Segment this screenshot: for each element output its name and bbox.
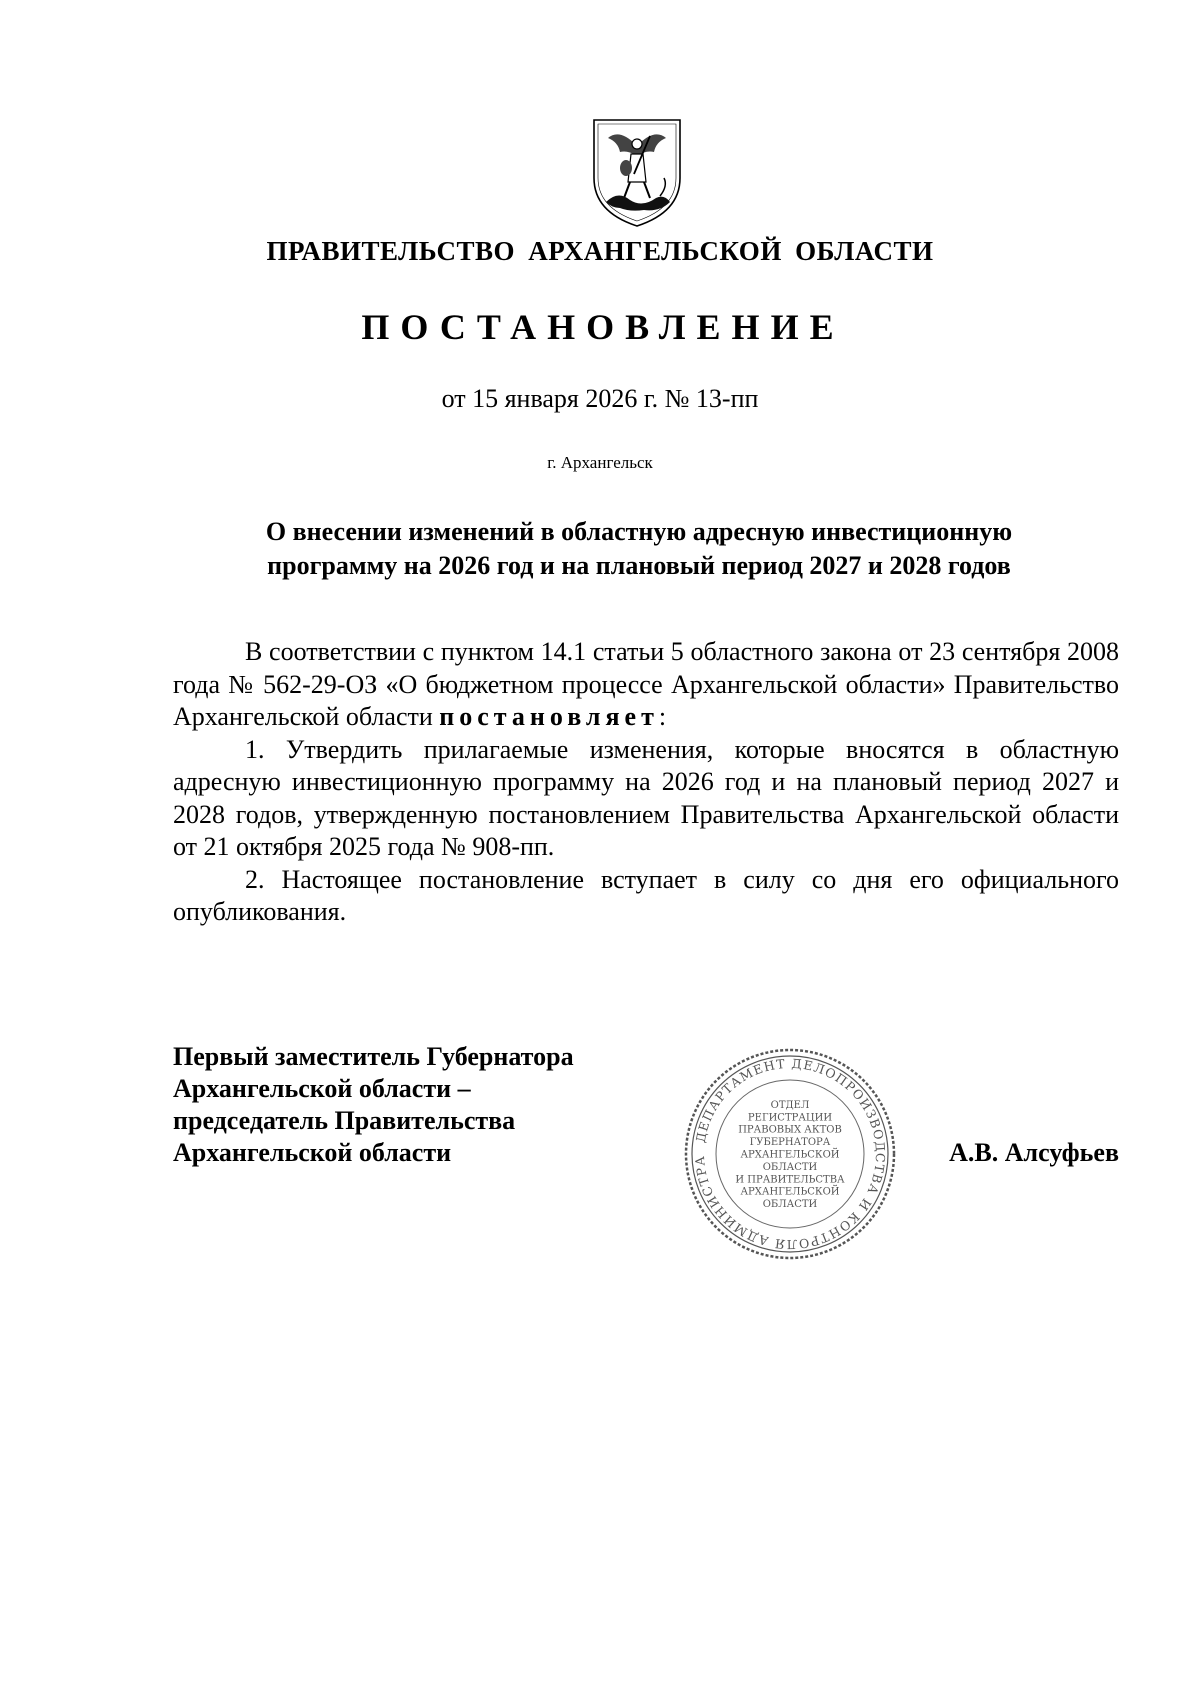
document-date-number: от 15 января 2026 г. № 13-пп — [441, 384, 759, 413]
signer-position-line: председатель Правительства — [173, 1106, 516, 1135]
official-stamp — [683, 1047, 897, 1261]
stamp-inner-line: И ПРАВИТЕЛЬСТВА — [735, 1174, 845, 1186]
preamble-paragraph — [173, 636, 1119, 734]
stamp-inner-line: ОБЛАСТИ — [762, 1199, 818, 1211]
stamp-inner-line: ОБЛАСТИ — [762, 1161, 818, 1173]
preamble-text: В соответствии с пунктом 14.1 статьи 5 областного закона от 23 сентября 2008 года № 562-29-ОЗ «О бюджетном процессе Архангельской области» Правительство Архангельской области — [173, 637, 1119, 731]
signer-name: А.В. Алсуфьев — [949, 1138, 1119, 1167]
document-type-heading: ПОСТАНОВЛЕНИЕ — [361, 307, 845, 347]
document-subject — [160, 515, 1118, 583]
stamp-inner-line: АРХАНГЕЛЬСКОЙ — [740, 1186, 840, 1198]
svg-text:ДЕПАРТАМЕНТ ДЕЛОПРОИЗВОДСТВА И: ДЕПАРТАМЕНТ ДЕЛОПРОИЗВОДСТВА И КОНТРОЛЯ АДМИНИСТРА — [691, 1055, 889, 1253]
item-paragraph-1: 1. Утвердить прилагаемые изменения, которые вносятся в областную адресную инвестиционную программу на 2026 год и на плановый период 2027 и 2028 годов, утвержденную постановлением Правительства Архангельской области от 21 октября 2025 года № 908-пп. — [173, 734, 1119, 861]
decree-word: постановляет — [439, 702, 659, 731]
stamp-inner-line: РЕГИСТРАЦИИ — [747, 1112, 833, 1124]
signer-position-line: Архангельской области — [173, 1138, 452, 1167]
stamp-inner-line: ОТДЕЛ — [770, 1099, 810, 1111]
signer-position — [173, 1041, 673, 1169]
decree-suffix: : — [658, 702, 667, 731]
stamp-inner-line: АРХАНГЕЛЬСКОЙ — [740, 1149, 840, 1161]
signer-position-line: Первый заместитель Губернатора — [173, 1042, 574, 1071]
stamp-inner-line: ПРАВОВЫХ АКТОВ — [738, 1124, 842, 1136]
subject-line: программу на 2026 год и на плановый период 2027 и 2028 годов — [267, 551, 1011, 580]
subject-line: О внесении изменений в областную адресную инвестиционную — [265, 517, 1013, 546]
organization-title: ПРАВИТЕЛЬСТВО АРХАНГЕЛЬСКОЙ ОБЛАСТИ — [266, 236, 934, 266]
coat-of-arms-icon — [590, 116, 684, 230]
document-body — [173, 636, 1119, 929]
stamp-inner-line: ГУБЕРНАТОРА — [749, 1137, 831, 1149]
document-city: г. Архангельск — [547, 453, 653, 472]
item-paragraph-2: 2. Настоящее постановление вступает в силу со дня его официального опубликования. — [173, 864, 1119, 926]
signer-position-line: Архангельской области – — [173, 1074, 471, 1103]
